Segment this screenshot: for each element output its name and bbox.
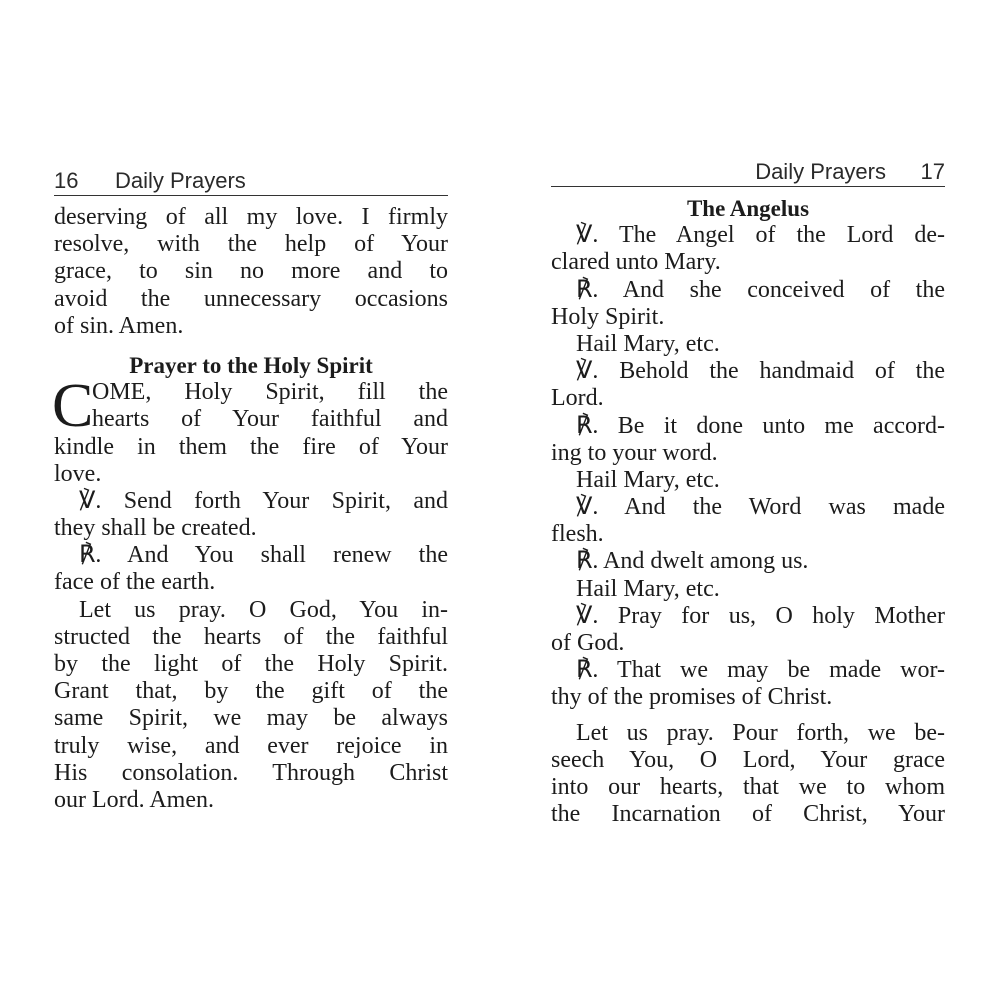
- text-line: truly wise, and ever rejoice in: [54, 732, 448, 759]
- text-line: love.: [54, 460, 102, 487]
- text-line: Hail Mary, etc.: [576, 466, 720, 493]
- left-body-lines: [54, 434, 448, 815]
- text-line: face of the earth.: [54, 569, 216, 596]
- text-line: Hail Mary, etc.: [576, 575, 720, 602]
- running-title: Daily Prayers: [115, 168, 246, 193]
- text-line: Hail Mary, etc.: [576, 330, 720, 357]
- text-line: ℟. That we may be made wor-: [576, 657, 945, 684]
- text-line: avoid the unnecessary occasions: [54, 285, 448, 312]
- text-line: ℣. Pray for us, O holy Mother: [576, 602, 945, 629]
- text-line: ℣. The Angel of the Lord de-: [576, 222, 945, 249]
- text-line: kindle in them the fire of Your: [54, 433, 448, 460]
- text-line: structed the hearts of the faithful: [54, 623, 448, 650]
- page-number: 16: [54, 168, 79, 193]
- left-page-header: [54, 168, 448, 196]
- text-line: seech You, O Lord, Your grace: [551, 746, 945, 773]
- dropcap-letter: C: [52, 372, 94, 441]
- text-line: Let us pray. Pour forth, we be-: [576, 719, 945, 746]
- text-line: they shall be created.: [54, 515, 257, 542]
- text-line: Holy Spirit.: [551, 303, 665, 330]
- text-line: thy of the promises of Christ.: [551, 684, 833, 711]
- text-line: grace, to sin no more and to: [54, 258, 448, 285]
- text-line: ℟. Be it done unto me accord-: [576, 412, 945, 439]
- text-line: Grant that, by the gift of the: [54, 678, 448, 705]
- text-line: clared unto Mary.: [551, 249, 721, 276]
- text-line: OME, Holy Spirit, fill the: [92, 379, 448, 406]
- text-line: His consolation. Through Christ: [54, 759, 448, 786]
- dropcap-paragraph: [52, 372, 448, 441]
- text-line: flesh.: [551, 521, 604, 548]
- text-line: of sin. Amen.: [54, 312, 184, 339]
- text-line: same Spirit, we may be always: [54, 705, 448, 732]
- text-line: ℟. And You shall renew the: [79, 542, 448, 569]
- page-number: 17: [920, 159, 945, 184]
- text-line: by the light of the Holy Spirit.: [54, 651, 448, 677]
- running-title: Daily Prayers: [755, 159, 886, 184]
- text-line: into our hearts, that we to whom: [551, 773, 945, 800]
- text-line: ℟. And she conceived of the: [576, 276, 945, 303]
- text-line: ℣. Send forth Your Spirit, and: [79, 487, 448, 514]
- text-line: ℣. Behold the handmaid of the: [576, 358, 945, 385]
- text-line: Lord.: [551, 385, 604, 412]
- text-line: hearts of Your faithful and: [92, 406, 448, 433]
- header-rule: [551, 186, 945, 187]
- text-line: ing to your word.: [551, 439, 718, 466]
- text-line: the Incarnation of Christ, Your: [551, 801, 945, 828]
- section-heading: The Angelus: [686, 196, 810, 221]
- left-page-text: [54, 204, 448, 814]
- header-rule: [54, 195, 448, 196]
- text-line: resolve, with the help of Your: [54, 231, 448, 258]
- text-line: our Lord. Amen.: [54, 786, 214, 813]
- text-line: deserving of all my love. I firmly: [54, 204, 448, 230]
- text-line: ℟. And dwelt among us.: [576, 548, 809, 575]
- text-line: Let us pray. O God, You in-: [79, 596, 448, 623]
- section-heading: Prayer to the Holy Spirit: [129, 352, 373, 378]
- text-line: ℣. And the Word was made: [576, 494, 945, 521]
- right-page-header: [551, 159, 945, 187]
- right-body-lines: [551, 222, 945, 828]
- text-line: of God.: [551, 630, 625, 656]
- right-page-text: [551, 195, 945, 828]
